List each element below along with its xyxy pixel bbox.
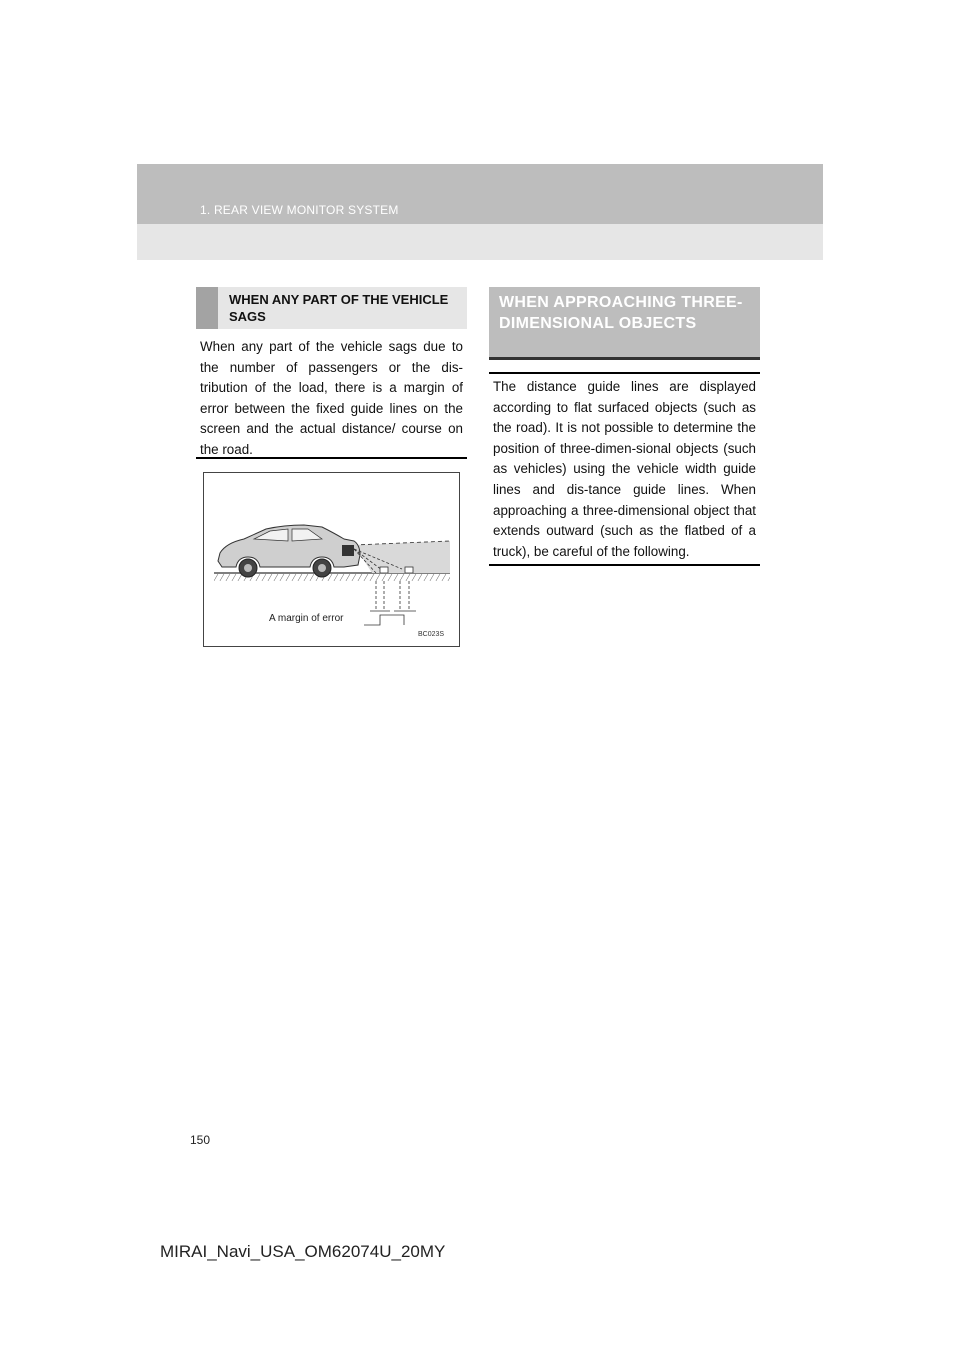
figure-code: BC023S bbox=[418, 631, 445, 638]
right-heading: WHEN APPROACHING THREE-DIMENSIONAL OBJECTS bbox=[499, 294, 743, 332]
right-body-box bbox=[489, 372, 760, 566]
document-id: MIRAI_Navi_USA_OM62074U_20MY bbox=[160, 1242, 446, 1261]
error-bracket bbox=[364, 615, 404, 625]
marker-1 bbox=[380, 567, 388, 573]
header-subband bbox=[137, 224, 823, 260]
page-number: 150 bbox=[190, 1133, 211, 1147]
car-body bbox=[218, 525, 360, 567]
section-title: 1. REAR VIEW MONITOR SYSTEM bbox=[200, 203, 399, 217]
right-heading-box bbox=[489, 287, 760, 360]
camera-view-area bbox=[354, 541, 450, 573]
left-body-text: When any part of the vehicle sags due to the number of passengers or the dis-tribution of the load, there is a margin of error between the fixed guide lines on the screen and the actual distance/ course on the road. bbox=[200, 339, 463, 457]
left-heading: WHEN ANY PART OF THE VEHICLE SAGS bbox=[229, 292, 449, 324]
figure-label: A margin of error bbox=[269, 613, 344, 624]
vehicle-sag-illustration bbox=[203, 472, 460, 647]
heading-marker bbox=[196, 287, 218, 329]
right-body-text: The distance guide lines are displayed according to flat surfaced objects (such as the road). It is not possible to determine the position of three-dimen-sional objects (such as vehicles) using the vehicle width guide lines and dis-tance guide lines. When approaching a three-dimensional object that extends outward (such as the flatbed of a truck), be careful of the following. bbox=[493, 379, 756, 559]
left-heading-box bbox=[196, 287, 467, 329]
marker-2 bbox=[405, 567, 413, 573]
left-body-box bbox=[196, 337, 467, 459]
camera-box bbox=[342, 545, 354, 556]
